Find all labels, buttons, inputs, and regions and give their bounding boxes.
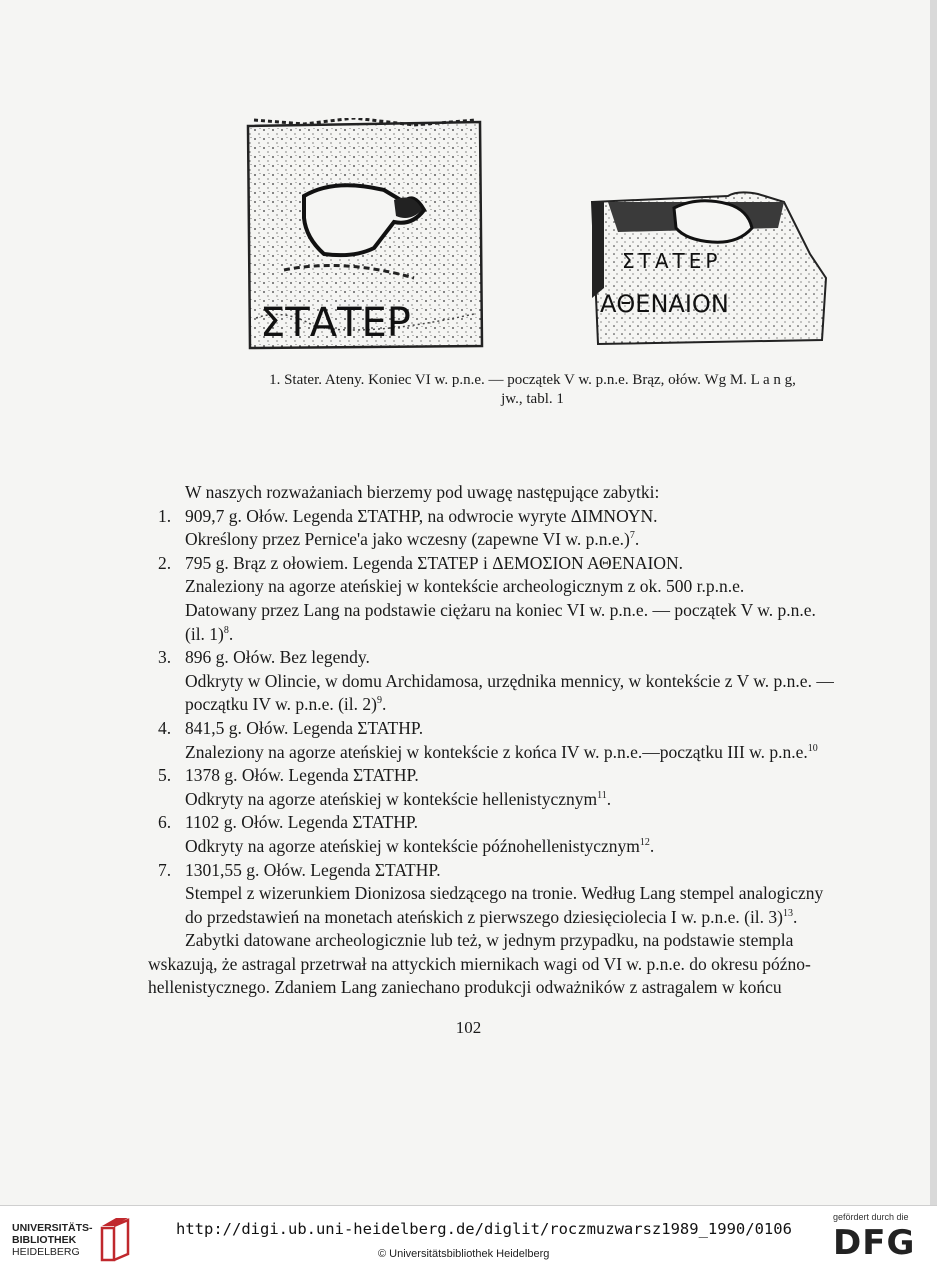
item-description: Odkryty w Olincie, w domu Archidamosa, urzędnika mennicy, w kontekście z V w. p.n.e. — (185, 670, 834, 691)
list-item (148, 764, 905, 811)
item-number: 6. (158, 812, 172, 833)
stater-figure-2 (588, 188, 828, 348)
figure-caption (160, 371, 905, 409)
item-description: Datowany przez Lang na podstawie ciężaru na koniec VI w. p.n.e. — początek V w. p.n.e. (185, 599, 816, 620)
inscription-athenaion: ΑΘΕΝΑΙΟΝ (600, 290, 729, 318)
page-edge (930, 0, 937, 1205)
item-heading: 1378 g. Ołów. Legenda ΣΤΑΤΗΡ. (185, 765, 419, 786)
list-item (148, 505, 905, 552)
item-description: do przedstawień na monetach ateńskich z pierwszego dziesięciolecia I w. p.n.e. (il. 3)$^{13}$. (185, 906, 798, 927)
item-heading: 795 g. Brąz z ołowiem. Legenda ΣΤΑΤΕΡ i ΔΕΜΟΣΙΟΝ ΑΘΕΝΑΙΟΝ. (185, 552, 684, 573)
item-number: 4. (158, 717, 172, 738)
item-heading: 1102 g. Ołów. Legenda ΣΤΑΤΗΡ. (185, 812, 419, 833)
item-description: Znaleziony na agorze ateńskiej w kontekście z końca IV w. p.n.e.—początku III w. p.n.e.$^{10}$ (185, 741, 818, 762)
funding-note: gefördert durch die (833, 1212, 909, 1222)
library-logo-icon (98, 1214, 132, 1264)
list-item (148, 811, 905, 858)
list-item (148, 552, 905, 646)
item-number: 7. (158, 859, 172, 880)
item-heading: 841,5 g. Ołów. Legenda ΣΤΑΤΗΡ. (185, 717, 424, 738)
dfg-logo: DFG (833, 1223, 916, 1263)
item-description: Znaleziony na agorze ateńskiej w kontekście archeologicznym z ok. 500 r.p.n.e. (185, 576, 745, 597)
closing-line: hellenistycznego. Zdaniem Lang zaniechano produkcji odważników z astragalem w końcu (148, 977, 782, 998)
item-description: Stempel z wizerunkiem Dionizosa siedzącego na tronie. Według Lang stempel analogiczny (185, 883, 824, 904)
stater-figure-1 (244, 118, 484, 352)
main-text (148, 481, 905, 1000)
list-item (148, 859, 905, 930)
copyright-notice: © Universitätsbibliothek Heidelberg (378, 1248, 550, 1260)
list-item (148, 646, 905, 717)
item-heading: 909,7 g. Ołów. Legenda ΣΤΑΤΗΡ, na odwrocie wyryte ΔΙΜΝΟΥΝ. (185, 505, 658, 526)
permalink-url[interactable]: http://digi.ub.uni-heidelberg.de/diglit/roczmuzwarsz1989_1990/0106 (176, 1220, 792, 1238)
closing-line: wskazują, że astragal przetrwał na attyckich miernikach wagi od VI w. p.n.e. do okresu późno- (148, 953, 811, 974)
inscription-stater-top: ΣΤΑΤΕΡ (622, 249, 722, 273)
item-description: Odkryty na agorze ateńskiej w kontekście hellenistycznym$^{11}$. (185, 788, 612, 809)
item-number: 1. (158, 505, 172, 526)
item-number: 5. (158, 765, 172, 786)
caption-line-2: jw., tabl. 1 (501, 391, 564, 407)
item-description: Określony przez Pernice'a jako wczesny (zapewne VI w. p.n.e.)$^7$. (185, 529, 640, 550)
item-description: początku IV w. p.n.e. (il. 2)$^9$. (185, 694, 387, 715)
list-item (148, 717, 905, 764)
item-description: Odkryty na agorze ateńskiej w kontekście późnohellenistycznym$^{12}$. (185, 835, 655, 856)
item-number: 3. (158, 647, 172, 668)
item-heading: 1301,55 g. Ołów. Legenda ΣΤΑΤΗΡ. (185, 859, 441, 880)
caption-line-1: 1. Stater. Ateny. Koniec VI w. p.n.e. — początek V w. p.n.e. Brąz, ołów. Wg M. L a n g, (269, 372, 796, 388)
item-number: 2. (158, 552, 172, 573)
inscription-stater: ΣΤΑΤΕΡ (260, 300, 411, 346)
footer-bar (0, 1205, 937, 1271)
intro-paragraph: W naszych rozważaniach bierzemy pod uwagę następujące zabytki: (185, 482, 660, 502)
library-name: UNIVERSITÄTS- BIBLIOTHEK HEIDELBERG (12, 1222, 93, 1258)
item-heading: 896 g. Ołów. Bez legendy. (185, 647, 370, 668)
closing-line: Zabytki datowane archeologicznie lub też, w jednym przypadku, na podstawie stempla (185, 930, 794, 951)
item-description: (il. 1)$^8$. (185, 623, 234, 644)
page-number: 102 (455, 1018, 482, 1037)
